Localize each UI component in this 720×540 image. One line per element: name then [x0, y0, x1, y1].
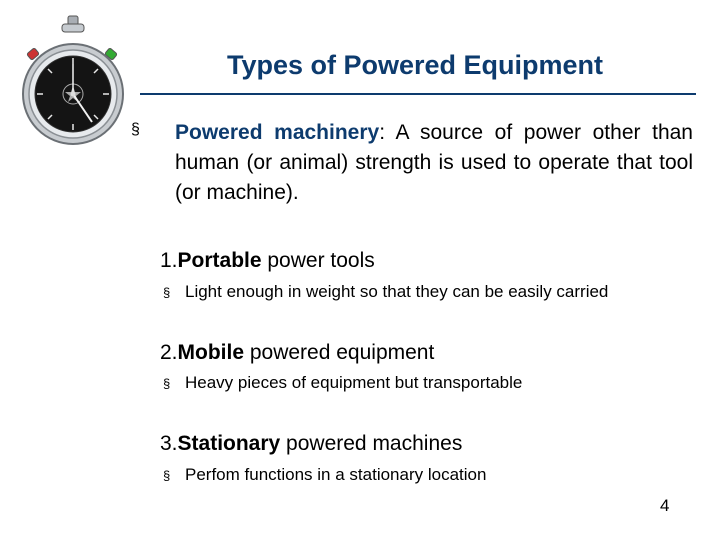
slide-title: Types of Powered Equipment: [226, 50, 604, 80]
item-heading-stationary: [160, 431, 462, 457]
sub-bullet-stationary: [163, 464, 486, 487]
item-term: Portable: [177, 249, 262, 272]
item-heading-mobile: [160, 340, 434, 366]
sub-bullet-text: Heavy pieces of equipment but transportable: [185, 373, 523, 392]
item-number: 1.: [160, 249, 178, 272]
sub-bullet-text: Perfom functions in a stationary location: [185, 465, 487, 484]
title-divider: [140, 93, 696, 95]
item-term: Mobile: [177, 341, 245, 364]
sub-bullet-mobile: [163, 372, 522, 395]
main-bullet-marker: §: [131, 121, 140, 138]
item-number: 3.: [160, 432, 178, 455]
main-point-text: A source of power other than human (or animal) strength is used to operate that tool (or machine).: [175, 121, 693, 204]
sub-bullet-marker: §: [163, 376, 171, 391]
stopwatch-icon: [18, 14, 128, 148]
item-rest: powered equipment: [244, 341, 435, 364]
page-number: 4: [660, 496, 670, 515]
main-point-term: Powered machinery: [175, 121, 380, 144]
sub-bullet-marker: §: [163, 468, 171, 483]
item-rest: powered machines: [280, 432, 463, 455]
sub-bullet-portable: [163, 281, 608, 304]
item-heading-portable: [160, 248, 375, 274]
item-rest: power tools: [261, 249, 375, 272]
item-number: 2.: [160, 341, 178, 364]
item-term: Stationary: [177, 432, 281, 455]
main-point: [175, 118, 693, 208]
sub-bullet-marker: §: [163, 285, 171, 300]
main-point-colon: :: [379, 121, 386, 144]
sub-bullet-text: Light enough in weight so that they can be easily carried: [185, 282, 609, 301]
